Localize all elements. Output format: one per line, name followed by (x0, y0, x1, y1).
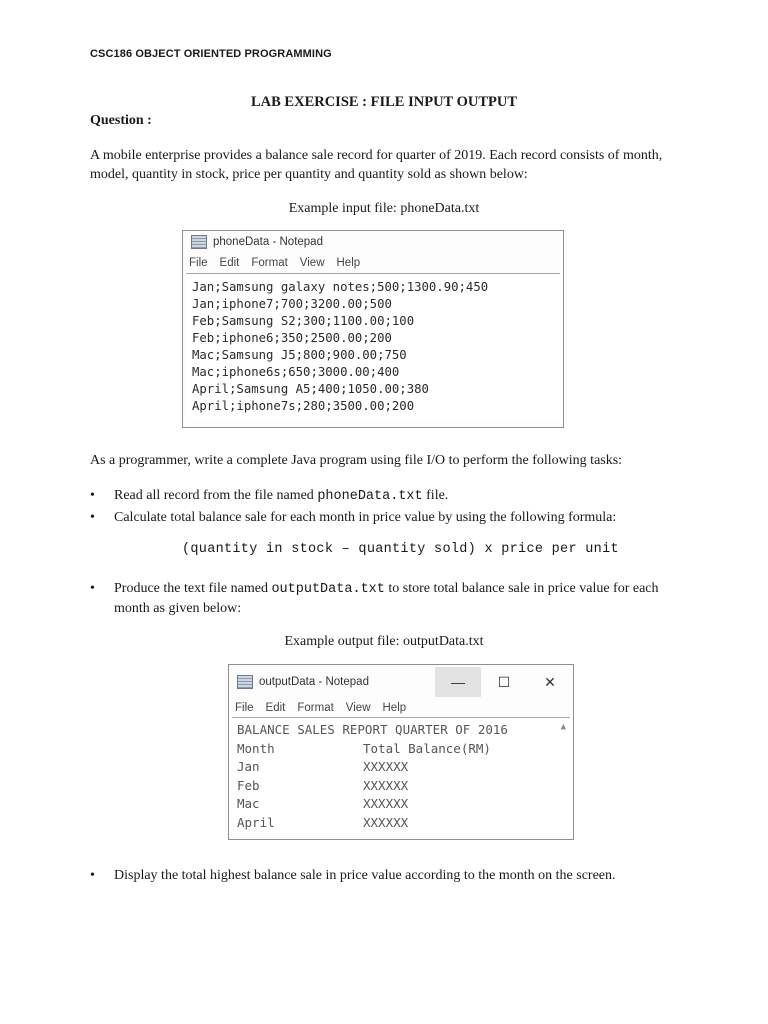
bullet-dot: • (90, 488, 95, 503)
question-label: Question : (90, 113, 152, 128)
row-month: April (237, 814, 275, 830)
menu-bar (183, 253, 563, 273)
bullet-read-file (90, 486, 680, 506)
bullet-text: Display the total highest balance sale in price value according to the month on the screen. (114, 868, 616, 883)
text-line: Feb;iphone6;350;2500.00;200 (192, 331, 392, 345)
report-heading: BALANCE SALES REPORT QUARTER OF 2016 (237, 722, 508, 737)
text-line: Jan;Samsung galaxy notes;500;1300.90;450 (192, 280, 489, 294)
input-caption: Example input file: phoneData.txt (288, 201, 480, 216)
page-title: LAB EXERCISE : FILE INPUT OUTPUT (250, 94, 518, 110)
maximize-button[interactable]: ☐ (497, 673, 511, 690)
table-row (237, 795, 570, 814)
bullet-produce-file (90, 579, 680, 618)
menu-edit[interactable]: Edit (219, 257, 240, 269)
course-header: CSC186 OBJECT ORIENTED PROGRAMMING (90, 48, 332, 60)
window-title: phoneData - Notepad (213, 236, 323, 248)
menu-file[interactable]: File (189, 257, 208, 269)
menu-file[interactable]: File (235, 702, 254, 714)
close-button[interactable]: ✕ (544, 673, 556, 690)
text-line: Jan;iphone7;700;3200.00;500 (192, 297, 392, 311)
minimize-button[interactable]: — (435, 667, 481, 697)
task-intro: As a programmer, write a complete Java program using file I/O to perform the following tasks: (90, 453, 623, 468)
intro-paragraph: A mobile enterprise provides a balance sale record for quarter of 2019. Each record consists of month, model, quantity in stock, price per quantity and quantity sold as shown below: (90, 148, 663, 182)
row-value: XXXXXX (363, 777, 409, 793)
menu-view[interactable]: View (345, 702, 371, 714)
notepad-text-area[interactable] (186, 273, 560, 422)
bullet-text: file. (422, 488, 449, 503)
notepad-titlebar (229, 665, 573, 699)
row-value: XXXXXX (363, 759, 409, 774)
bullet-text: Read all record from the file named (114, 488, 318, 503)
table-row (237, 758, 570, 777)
scroll-up-arrow-icon[interactable]: ▲ (560, 722, 566, 732)
table-header (237, 740, 570, 759)
col-month-header: Month (237, 740, 275, 756)
code-filename: outputData.txt (271, 582, 385, 597)
bullet-text: Calculate total balance sale for each month in price value by using the following formula: (114, 510, 617, 525)
col-balance-header: Total Balance(RM) (363, 740, 491, 756)
bullet-text: Produce the text file named (114, 581, 272, 596)
menu-edit[interactable]: Edit (265, 702, 286, 714)
menu-bar (229, 699, 573, 717)
bullet-dot: • (90, 510, 95, 525)
notepad-icon (237, 675, 253, 689)
notepad-icon (191, 235, 207, 249)
output-caption: Example output file: outputData.txt (284, 634, 484, 649)
text-line: April;iphone7s;280;3500.00;200 (192, 399, 415, 413)
bullet-display-highest (90, 866, 680, 885)
bullet-dot: • (90, 581, 95, 596)
row-value: XXXXXX (363, 796, 409, 811)
menu-format[interactable]: Format (251, 257, 288, 269)
bullet-calculate (90, 508, 680, 527)
text-line: Mac;Samsung J5;800;900.00;750 (192, 348, 407, 362)
row-value: XXXXXX (363, 814, 409, 830)
notepad-text-area[interactable] (232, 717, 570, 833)
output-notepad-window (228, 664, 574, 840)
menu-format[interactable]: Format (297, 702, 334, 714)
row-month: Jan (237, 759, 260, 774)
window-title: outputData - Notepad (259, 676, 369, 688)
bullet-dot: • (90, 868, 95, 883)
row-month: Feb (237, 777, 260, 793)
row-month: Mac (237, 796, 260, 811)
menu-help[interactable]: Help (336, 257, 361, 269)
formula: (quantity in stock – quantity sold) x price per unit (182, 542, 619, 557)
notepad-titlebar (183, 231, 563, 253)
text-line: Feb;Samsung S2;300;1100.00;100 (192, 314, 415, 328)
menu-view[interactable]: View (299, 257, 325, 269)
text-line: Mac;iphone6s;650;3000.00;400 (192, 365, 400, 379)
text-line: April;Samsung A5;400;1050.00;380 (192, 382, 429, 396)
menu-help[interactable]: Help (382, 702, 407, 714)
table-row (237, 777, 570, 796)
bullet-text: to store total balance sale in price value for each month as given below: (114, 581, 659, 616)
input-notepad-window (182, 230, 564, 428)
code-filename: phoneData.txt (317, 489, 423, 504)
table-row (237, 814, 570, 833)
